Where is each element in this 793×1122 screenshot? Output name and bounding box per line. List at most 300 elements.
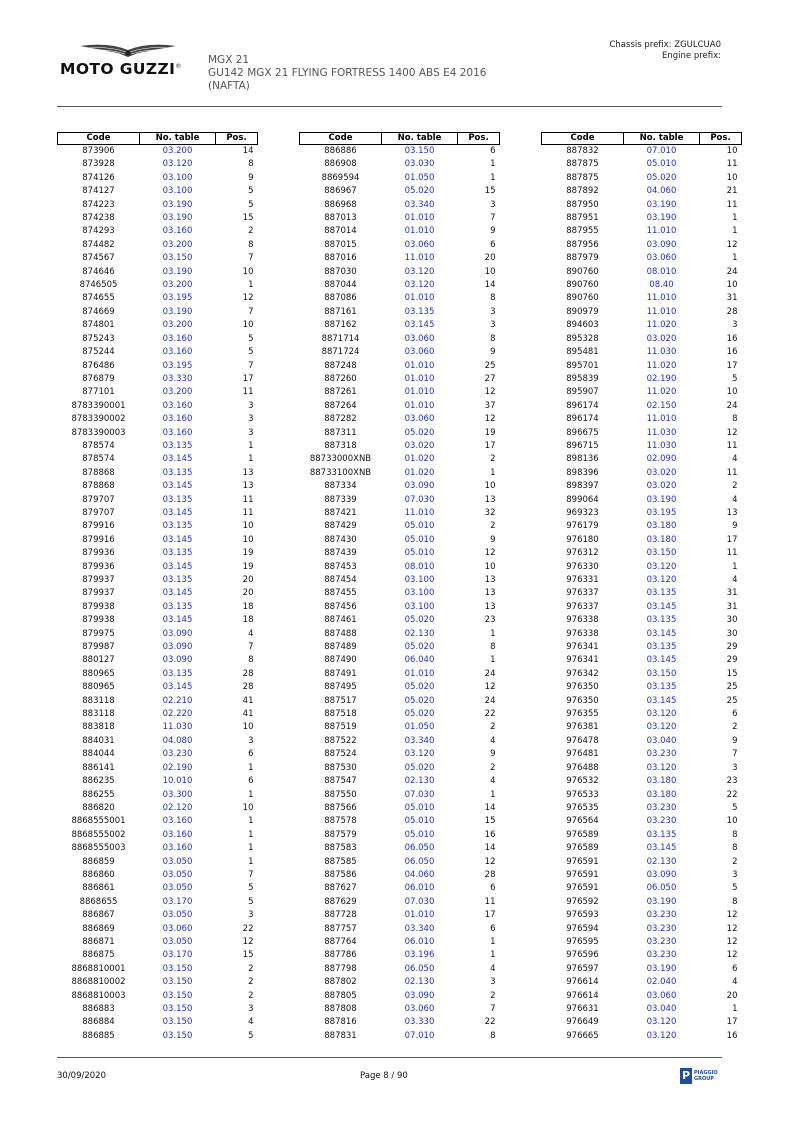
- table-number[interactable]: 03.135: [162, 575, 193, 585]
- position: 2: [490, 521, 496, 532]
- table-number[interactable]: 11.030: [646, 440, 677, 451]
- table-row: [300, 266, 500, 279]
- table-number[interactable]: 03.195: [162, 360, 193, 371]
- table-number[interactable]: 01.010: [404, 387, 435, 398]
- table-row: [542, 775, 742, 788]
- table-number[interactable]: 03.135: [162, 494, 193, 505]
- table-number[interactable]: 03.150: [162, 1030, 193, 1041]
- table-number[interactable]: 01.020: [404, 467, 435, 478]
- table-number[interactable]: 02.210: [162, 695, 193, 706]
- table-number[interactable]: 03.060: [404, 347, 435, 358]
- table-number[interactable]: 03.120: [646, 561, 677, 572]
- table-number[interactable]: 03.180: [646, 789, 677, 800]
- parts-table: [299, 132, 500, 1043]
- table-number[interactable]: 05.010: [404, 548, 435, 559]
- table-number[interactable]: 03.060: [404, 239, 435, 250]
- table-number[interactable]: 03.135: [162, 440, 193, 451]
- table-number[interactable]: 03.100: [162, 186, 193, 197]
- position: 6: [248, 749, 254, 760]
- table-number[interactable]: 03.150: [162, 253, 193, 264]
- table-number[interactable]: 03.050: [162, 856, 193, 867]
- table-number[interactable]: 05.010: [404, 521, 435, 532]
- table-number[interactable]: 03.150: [162, 990, 193, 1001]
- table-number[interactable]: 03.145: [162, 561, 193, 572]
- position: 7: [248, 360, 254, 371]
- position: 22: [242, 923, 254, 934]
- table-number[interactable]: 03.340: [404, 735, 435, 746]
- table-number[interactable]: 11.030: [646, 347, 677, 358]
- table-number[interactable]: 03.230: [646, 950, 677, 961]
- table-number[interactable]: 08.40: [649, 280, 674, 291]
- table-number[interactable]: 02.090: [646, 454, 677, 465]
- part-code: 890760: [566, 293, 599, 304]
- table-number[interactable]: 03.145: [162, 615, 193, 626]
- table-number[interactable]: 03.145: [646, 695, 677, 706]
- table-number[interactable]: 11.010: [404, 253, 435, 264]
- table-number[interactable]: 05.020: [404, 709, 435, 720]
- table-number[interactable]: 01.010: [404, 910, 435, 921]
- position: 1: [248, 789, 254, 800]
- table-number[interactable]: 03.150: [162, 963, 193, 974]
- table-number[interactable]: 02.130: [646, 856, 677, 867]
- table-number[interactable]: 01.010: [404, 360, 435, 371]
- table-number[interactable]: 03.060: [404, 333, 435, 344]
- table-row: [58, 520, 258, 533]
- table-number[interactable]: 03.135: [404, 306, 435, 317]
- table-number[interactable]: 11.030: [162, 722, 193, 733]
- table-number[interactable]: 03.120: [646, 762, 677, 773]
- table-number[interactable]: 05.020: [404, 615, 435, 626]
- table-number[interactable]: 03.100: [404, 575, 435, 585]
- table-number[interactable]: 01.050: [404, 722, 435, 733]
- position: 17: [726, 534, 738, 545]
- position: 2: [248, 990, 254, 1001]
- position: 25: [484, 360, 496, 371]
- part-code: 887951: [566, 213, 599, 224]
- table-number[interactable]: 03.230: [646, 910, 677, 921]
- position: 5: [248, 896, 254, 907]
- table-number[interactable]: 06.010: [404, 936, 435, 947]
- position: 6: [732, 709, 738, 720]
- table-number[interactable]: 03.150: [646, 668, 677, 679]
- part-code: 976338: [566, 615, 599, 626]
- table-number[interactable]: 03.100: [404, 601, 435, 612]
- part-code: 976564: [566, 816, 599, 827]
- part-code: 887798: [324, 963, 357, 974]
- table-number[interactable]: 03.145: [162, 534, 193, 545]
- table-number[interactable]: 03.090: [162, 642, 193, 653]
- table-number[interactable]: 03.145: [162, 507, 193, 518]
- table-number[interactable]: 03.190: [646, 963, 677, 974]
- table-number[interactable]: 03.196: [404, 950, 435, 961]
- table-number[interactable]: 04.080: [162, 735, 193, 746]
- table-number[interactable]: 03.050: [162, 936, 193, 947]
- table-number[interactable]: 03.120: [646, 1017, 677, 1028]
- table-number[interactable]: 03.090: [404, 481, 435, 492]
- part-code: 879916: [82, 521, 115, 532]
- table-number[interactable]: 03.160: [162, 400, 193, 411]
- table-number[interactable]: 03.300: [162, 789, 193, 800]
- table-number[interactable]: 03.340: [404, 199, 435, 210]
- table-row: [58, 360, 258, 373]
- table-number[interactable]: 03.190: [162, 306, 193, 317]
- table-number[interactable]: 03.150: [404, 146, 435, 156]
- table-number[interactable]: 06.050: [404, 843, 435, 854]
- part-code: 976595: [566, 936, 599, 947]
- part-code: 895701: [566, 360, 599, 371]
- table-number[interactable]: 06.040: [404, 655, 435, 666]
- table-number[interactable]: 01.050: [404, 172, 435, 183]
- part-code: 878574: [82, 454, 115, 465]
- table-number[interactable]: 03.145: [162, 588, 193, 599]
- position: 1: [248, 440, 254, 451]
- table-number[interactable]: 05.010: [404, 829, 435, 840]
- table-row: [58, 628, 258, 641]
- table-number[interactable]: 03.230: [646, 802, 677, 813]
- table-number[interactable]: 03.160: [162, 816, 193, 827]
- position: 7: [248, 253, 254, 264]
- table-number[interactable]: 05.020: [404, 695, 435, 706]
- part-code: 976592: [566, 896, 599, 907]
- table-number[interactable]: 03.180: [646, 776, 677, 787]
- table-number[interactable]: 11.010: [646, 414, 677, 425]
- table-number[interactable]: 03.190: [646, 494, 677, 505]
- part-code: 887764: [324, 936, 357, 947]
- table-number[interactable]: 03.160: [162, 414, 193, 425]
- table-row: [542, 185, 742, 198]
- table-number[interactable]: 03.190: [162, 199, 193, 210]
- table-number[interactable]: 03.230: [646, 936, 677, 947]
- table-number[interactable]: 03.200: [162, 387, 193, 398]
- table-number[interactable]: 03.330: [404, 1017, 435, 1028]
- table-number[interactable]: 03.060: [404, 1004, 435, 1014]
- table-number[interactable]: 03.060: [646, 990, 677, 1001]
- table-number[interactable]: 03.200: [162, 239, 193, 250]
- part-code: 887956: [566, 239, 599, 250]
- table-number[interactable]: 03.090: [404, 990, 435, 1001]
- position: 8: [732, 829, 738, 840]
- part-code: 874238: [82, 213, 115, 224]
- table-number[interactable]: 03.195: [162, 293, 193, 304]
- table-number[interactable]: 03.020: [646, 467, 677, 478]
- table-row: [542, 306, 742, 319]
- table-number[interactable]: 07.010: [646, 146, 677, 156]
- table-number[interactable]: 03.120: [646, 722, 677, 733]
- table-number[interactable]: 06.050: [404, 856, 435, 867]
- position: 10: [242, 802, 254, 813]
- table-number[interactable]: 02.130: [404, 977, 435, 988]
- table-row: [58, 427, 258, 440]
- position: 10: [484, 266, 496, 277]
- table-number[interactable]: 03.145: [162, 481, 193, 492]
- position: 6: [490, 239, 496, 250]
- table-number[interactable]: 05.020: [404, 642, 435, 653]
- table-number[interactable]: 03.150: [162, 1017, 193, 1028]
- position: 20: [726, 990, 738, 1001]
- table-number[interactable]: 11.020: [646, 360, 677, 371]
- position: 9: [732, 521, 738, 532]
- position: 10: [484, 481, 496, 492]
- table-number[interactable]: 07.030: [404, 789, 435, 800]
- parts-table: [541, 132, 742, 1043]
- table-number[interactable]: 03.135: [646, 829, 677, 840]
- table-number[interactable]: 03.195: [646, 507, 677, 518]
- table-number[interactable]: 07.010: [404, 1030, 435, 1041]
- table-number[interactable]: 03.135: [162, 668, 193, 679]
- table-number[interactable]: 03.230: [646, 749, 677, 760]
- table-number[interactable]: 03.160: [162, 843, 193, 854]
- table-number[interactable]: 02.040: [646, 977, 677, 988]
- piaggio-logo-mark: P: [681, 1069, 691, 1082]
- position: 11: [242, 494, 254, 505]
- table-number[interactable]: 03.190: [646, 199, 677, 210]
- table-number[interactable]: 11.020: [646, 387, 677, 398]
- table-number[interactable]: 06.050: [404, 963, 435, 974]
- table-number[interactable]: 11.030: [646, 427, 677, 438]
- part-code: 887950: [566, 199, 599, 210]
- table-number[interactable]: 05.010: [404, 534, 435, 545]
- part-code: 976338: [566, 628, 599, 639]
- table-number[interactable]: 03.200: [162, 320, 193, 331]
- table-number[interactable]: 11.010: [646, 226, 677, 237]
- table-number[interactable]: 05.010: [404, 816, 435, 827]
- part-code: 879987: [82, 642, 115, 653]
- part-code: 887805: [324, 990, 357, 1001]
- position: 1: [732, 226, 738, 237]
- part-code: 886967: [324, 186, 357, 197]
- table-number[interactable]: 03.135: [162, 548, 193, 559]
- table-row: [300, 185, 500, 198]
- part-code: 887522: [324, 735, 357, 746]
- table-number[interactable]: 03.190: [162, 213, 193, 224]
- position: 28: [242, 668, 254, 679]
- table-row: [300, 1016, 500, 1029]
- table-number[interactable]: 11.010: [646, 293, 677, 304]
- table-number[interactable]: 03.090: [646, 239, 677, 250]
- position: 8: [490, 333, 496, 344]
- table-number[interactable]: 01.010: [404, 226, 435, 237]
- part-code: 887586: [324, 869, 357, 880]
- table-number[interactable]: 03.150: [646, 548, 677, 559]
- table-number[interactable]: 05.010: [646, 159, 677, 170]
- table-number[interactable]: 03.145: [162, 682, 193, 693]
- table-number[interactable]: 03.145: [646, 601, 677, 612]
- position: 37: [484, 400, 496, 411]
- table-number[interactable]: 02.190: [646, 373, 677, 384]
- table-number[interactable]: 03.145: [646, 655, 677, 666]
- header-divider: [57, 106, 722, 107]
- part-code: 874126: [82, 172, 115, 183]
- table-number[interactable]: 05.020: [404, 762, 435, 773]
- table-number[interactable]: 03.135: [646, 588, 677, 599]
- table-number[interactable]: 03.330: [162, 373, 193, 384]
- table-number[interactable]: 01.010: [404, 293, 435, 304]
- table-number[interactable]: 01.010: [404, 668, 435, 679]
- table-number[interactable]: 03.230: [646, 923, 677, 934]
- table-number[interactable]: 03.040: [646, 735, 677, 746]
- position: 1: [248, 762, 254, 773]
- table-number[interactable]: 02.150: [646, 400, 677, 411]
- table-row: [542, 815, 742, 828]
- part-code: 875244: [82, 347, 115, 358]
- table-number[interactable]: 03.150: [162, 977, 193, 988]
- table-number[interactable]: 03.190: [646, 896, 677, 907]
- table-number[interactable]: 07.030: [404, 494, 435, 505]
- table-number[interactable]: 04.060: [646, 186, 677, 197]
- table-number[interactable]: 03.145: [162, 454, 193, 465]
- table-number[interactable]: 03.050: [162, 883, 193, 894]
- position: 30: [726, 628, 738, 639]
- table-number[interactable]: 03.230: [162, 749, 193, 760]
- table-row: [58, 547, 258, 560]
- part-code: 88733000XNB: [309, 454, 372, 465]
- table-number[interactable]: 03.120: [404, 266, 435, 277]
- table-number[interactable]: 05.020: [404, 427, 435, 438]
- table-number[interactable]: 03.170: [162, 950, 193, 961]
- table-number[interactable]: 03.135: [646, 615, 677, 626]
- part-code: 873928: [82, 159, 115, 170]
- table-number[interactable]: 03.060: [404, 414, 435, 425]
- table-row: [300, 789, 500, 802]
- part-code: 886885: [82, 1030, 115, 1041]
- table-number[interactable]: 03.170: [162, 896, 193, 907]
- table-number[interactable]: 03.340: [404, 923, 435, 934]
- table-number[interactable]: 03.060: [646, 253, 677, 264]
- table-number[interactable]: 03.200: [162, 146, 193, 156]
- table-row: [300, 400, 500, 413]
- table-number[interactable]: 08.010: [404, 561, 435, 572]
- table-number[interactable]: 05.010: [404, 802, 435, 813]
- table-number[interactable]: 11.010: [646, 306, 677, 317]
- table-number[interactable]: 03.120: [162, 159, 193, 170]
- table-number[interactable]: 02.130: [404, 776, 435, 787]
- table-number[interactable]: 03.190: [646, 213, 677, 224]
- table-number[interactable]: 03.190: [162, 266, 193, 277]
- table-number[interactable]: 03.150: [162, 1004, 193, 1014]
- table-number[interactable]: 03.160: [162, 226, 193, 237]
- part-code: 887816: [324, 1017, 357, 1028]
- table-number[interactable]: 11.010: [404, 507, 435, 518]
- table-number[interactable]: 03.160: [162, 829, 193, 840]
- table-row: [542, 561, 742, 574]
- table-number[interactable]: 03.145: [646, 843, 677, 854]
- position: 19: [484, 427, 496, 438]
- table-number[interactable]: 03.135: [646, 682, 677, 693]
- table-number[interactable]: 03.160: [162, 427, 193, 438]
- part-code: 887875: [566, 172, 599, 183]
- table-number[interactable]: 03.050: [162, 869, 193, 880]
- table-number[interactable]: 03.060: [162, 923, 193, 934]
- table-number[interactable]: 03.200: [162, 280, 193, 291]
- table-number[interactable]: 01.020: [404, 454, 435, 465]
- table-number[interactable]: 04.060: [404, 869, 435, 880]
- position: 16: [726, 1030, 738, 1041]
- piaggio-logo-text-line2: GROUP: [694, 1076, 714, 1082]
- position: 4: [732, 977, 738, 988]
- table-number[interactable]: 03.145: [646, 628, 677, 639]
- header-table: No. table: [382, 133, 458, 145]
- table-number[interactable]: 06.050: [646, 883, 677, 894]
- table-number[interactable]: 01.010: [404, 213, 435, 224]
- table-number[interactable]: 03.090: [162, 628, 193, 639]
- table-number[interactable]: 03.135: [646, 642, 677, 653]
- position: 1: [248, 280, 254, 291]
- position: 8: [490, 293, 496, 304]
- table-number[interactable]: 03.120: [646, 709, 677, 720]
- table-number[interactable]: 03.100: [162, 172, 193, 183]
- table-number[interactable]: 07.030: [404, 896, 435, 907]
- position: 28: [242, 682, 254, 693]
- table-number[interactable]: 03.135: [162, 521, 193, 532]
- table-number[interactable]: 03.120: [646, 575, 677, 585]
- table-number[interactable]: 01.010: [404, 373, 435, 384]
- table-number[interactable]: 03.090: [646, 869, 677, 880]
- part-code: 874669: [82, 306, 115, 317]
- table-row: [58, 333, 258, 346]
- table-number[interactable]: 02.130: [404, 628, 435, 639]
- table-number[interactable]: 03.020: [646, 333, 677, 344]
- part-code: 874655: [82, 293, 115, 304]
- table-row: [58, 266, 258, 279]
- table-row: [542, 641, 742, 654]
- table-row: [300, 829, 500, 842]
- table-number[interactable]: 03.040: [646, 1004, 677, 1014]
- part-code: 887578: [324, 816, 357, 827]
- part-code: 976614: [566, 990, 599, 1001]
- table-number[interactable]: 02.120: [162, 802, 193, 813]
- table-number[interactable]: 05.020: [404, 186, 435, 197]
- table-number[interactable]: 03.145: [404, 320, 435, 331]
- table-row: [542, 762, 742, 775]
- table-number[interactable]: 03.100: [404, 588, 435, 599]
- table-number[interactable]: 03.090: [162, 655, 193, 666]
- table-number[interactable]: 03.135: [162, 467, 193, 478]
- position: 8: [248, 655, 254, 666]
- parts-column-2: [299, 132, 499, 1043]
- table-number[interactable]: 06.010: [404, 883, 435, 894]
- position: 18: [242, 601, 254, 612]
- table-row: [542, 842, 742, 855]
- table-number[interactable]: 03.160: [162, 333, 193, 344]
- table-number[interactable]: 03.135: [162, 601, 193, 612]
- table-number[interactable]: 05.020: [404, 682, 435, 693]
- table-number[interactable]: 10.010: [162, 776, 193, 787]
- table-number[interactable]: 05.020: [646, 172, 677, 183]
- position: 27: [484, 373, 496, 384]
- table-number[interactable]: 02.190: [162, 762, 193, 773]
- table-number[interactable]: 03.020: [646, 481, 677, 492]
- table-number[interactable]: 03.120: [404, 280, 435, 291]
- position: 32: [484, 507, 496, 518]
- part-code: 887547: [324, 776, 357, 787]
- table-number[interactable]: 03.050: [162, 910, 193, 921]
- table-number[interactable]: 03.020: [404, 440, 435, 451]
- position: 6: [248, 776, 254, 787]
- table-number[interactable]: 03.120: [404, 749, 435, 760]
- table-number[interactable]: 03.030: [404, 159, 435, 170]
- table-number[interactable]: 03.120: [646, 1030, 677, 1041]
- table-number[interactable]: 11.020: [646, 320, 677, 331]
- table-number[interactable]: 03.230: [646, 816, 677, 827]
- table-number[interactable]: 03.160: [162, 347, 193, 358]
- table-number[interactable]: 03.180: [646, 534, 677, 545]
- position: 7: [248, 869, 254, 880]
- table-number[interactable]: 01.010: [404, 400, 435, 411]
- table-row: [542, 494, 742, 507]
- table-number[interactable]: 02.220: [162, 709, 193, 720]
- table-number[interactable]: 03.180: [646, 521, 677, 532]
- table-number[interactable]: 08.010: [646, 266, 677, 277]
